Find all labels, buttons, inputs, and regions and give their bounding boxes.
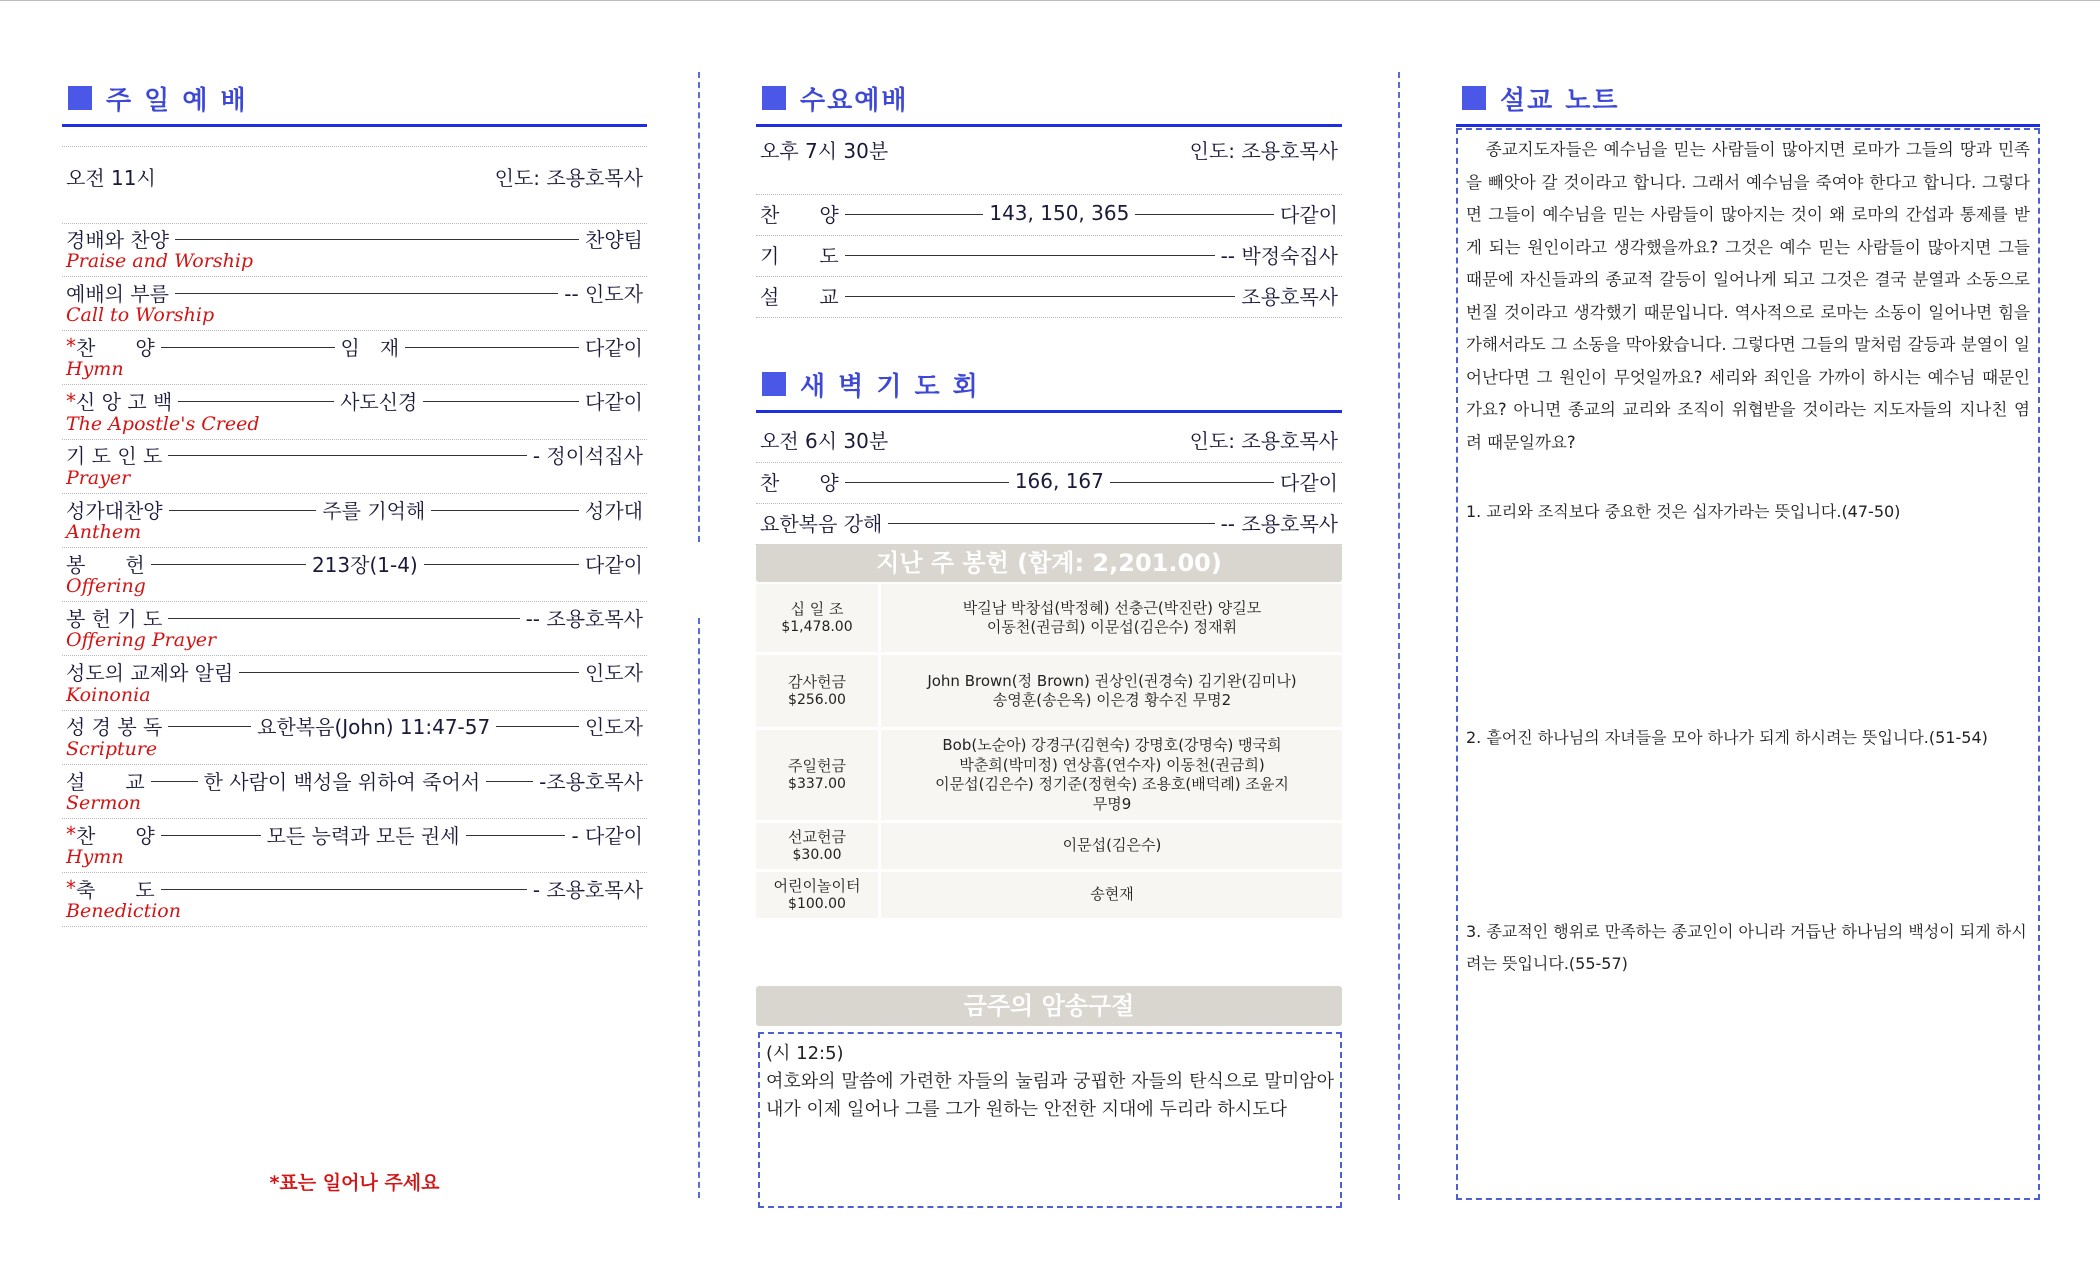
- column-divider-left-lower: [698, 618, 700, 1198]
- item-label: 축 도: [76, 877, 155, 902]
- offering-names-line: John Brown(정 Brown) 권상인(권경숙) 김기완(김미나): [927, 671, 1297, 690]
- item-leader: 인도자: [585, 715, 643, 740]
- offering-kind: 어린이놀이터: [773, 876, 861, 895]
- item-label: 찬 양: [76, 335, 155, 360]
- dawn-title: 새 벽 기 도 회: [800, 372, 980, 402]
- worship-order-row: [62, 818, 647, 873]
- memory-verse-title-band: 금주의 암송구절: [756, 986, 1342, 1026]
- offering-row: [756, 655, 1342, 727]
- worship-order-row: [62, 601, 647, 656]
- wednesday-time: 오후 7시 30분: [760, 138, 889, 163]
- square-bullet-icon: [762, 372, 786, 396]
- leader-line: [178, 401, 334, 402]
- sermon-intro-text: 종교지도자들은 예수님을 믿는 사람들이 많아지면 로마가 그들의 땅과 민족을 빼앗아 갈 것이라고 합니다. 그래서 예수님을 죽여야 한다고 합니다. 그렇다면 그들이 예수님을 믿는 사람들이 많아지는 것이 왜 로마의 간섭과 통제를 받게 되는 원인이라고 생각했을까요? 그것은 예수 믿는 사람들이 많아지면 그들 때문에 자신들과의 종교적 갈등이 일어나게 되고 그것은 결국 분열과 소동으로 번질 것이라고 생각했기 때문입니다. 역사적으로 로마는 소동이 일어나면 힘을 가해서라도 그 소동을 막아왔습니다. 그렇다면 그들의 말처럼 갈등과 분열이 일어난다면 그 원인이 무엇일까요? 세리와 죄인을 가까이 하시는 예수님 때문인가요? 아니면 종교의 교리와 조직이 위협받을 것이라는 지도자들의 지나친 염려 때문일까요?: [1466, 140, 2030, 452]
- worship-order-row: [62, 439, 647, 494]
- item-label: 경배와 찬양: [66, 227, 169, 252]
- item-label: 설 교: [66, 769, 145, 794]
- item-english-label: Prayer: [66, 466, 131, 489]
- stand-marker: *: [66, 334, 76, 359]
- leader-line: [175, 293, 558, 294]
- item-content: 사도신경: [340, 390, 418, 415]
- stand-marker: *: [66, 822, 76, 847]
- item-leader: 다같이: [585, 335, 643, 360]
- offering-amount: $100.00: [788, 895, 846, 912]
- wednesday-leader: 인도: 조용호목사: [1189, 138, 1338, 163]
- sermon-point-2: 2. 흩어진 하나님의 자녀들을 모아 하나가 되게 하시려는 뜻입니다.(51-54): [1466, 728, 1988, 747]
- offering-row: [756, 584, 1342, 652]
- worship-order-row: [62, 710, 647, 765]
- item-english-label: Scripture: [66, 737, 158, 760]
- offering-names-cell: [882, 730, 1342, 820]
- offering-names-line: Bob(노순아) 강경구(김현숙) 강명호(강명숙) 맹국희: [942, 736, 1282, 754]
- item-english-label: Praise and Worship: [66, 250, 254, 272]
- offering-names-line: 이동천(권금희) 이문섭(김은수) 정재휘: [986, 618, 1238, 636]
- dawn-order-table: [756, 420, 1342, 540]
- item-label: 찬 양: [760, 470, 839, 495]
- sermon-notes-title: 설교 노트: [1500, 86, 1620, 116]
- item-content: 모든 능력과 모든 권세: [266, 823, 460, 848]
- offering-names-line: 송현재: [1090, 885, 1134, 904]
- item-leader: -- 조용호목사: [525, 606, 643, 631]
- offering-amount: $337.00: [788, 775, 846, 792]
- stand-marker: *: [66, 388, 76, 413]
- leader-line: [239, 672, 579, 673]
- sermon-notes-header: [1456, 76, 2040, 127]
- worship-order-row: [62, 764, 647, 819]
- sunday-leader: 인도: 조용호목사: [494, 165, 643, 190]
- offering-table: [756, 584, 1342, 912]
- worship-order-row: [62, 222, 647, 277]
- offering-title-band: 지난 주 봉헌 (합계: 2,201.00): [756, 544, 1342, 582]
- item-leader: -- 조용호목사: [1220, 511, 1338, 536]
- leader-line: [845, 482, 1009, 483]
- offering-row: [756, 730, 1342, 820]
- offering-kind-cell: [756, 584, 881, 652]
- offering-amount: $256.00: [788, 691, 846, 708]
- offering-names-cell: [882, 655, 1342, 727]
- item-leader: 다같이: [1280, 470, 1339, 495]
- leader-line: [161, 347, 335, 348]
- leader-line: [161, 835, 261, 836]
- sunday-section-header: [62, 76, 647, 127]
- item-label: 봉 헌 기 도: [66, 606, 163, 631]
- item-label: 설 교: [760, 284, 839, 309]
- sunday-title: 주 일 예 배: [106, 86, 248, 116]
- item-content: 143, 150, 365: [989, 201, 1130, 225]
- item-content: 한 사람이 백성을 위하여 죽어서: [203, 769, 481, 794]
- offering-names-cell: [882, 823, 1342, 869]
- stand-up-note: *표는 일어나 주세요: [269, 1172, 440, 1194]
- offering-names-cell: [882, 584, 1342, 652]
- item-leader: -- 박정숙집사: [1220, 243, 1338, 268]
- sermon-point-3: 3. 종교적인 행위로 만족하는 종교인이 아니라 거듭난 하나님의 백성이 되게 하시려는 뜻입니다.(55-57): [1466, 922, 2027, 973]
- worship-order-row: [62, 276, 647, 331]
- worship-order-row: [62, 547, 647, 602]
- leader-line: [168, 726, 251, 727]
- item-label: 요한복음 강해: [760, 511, 883, 536]
- item-content: 213장(1-4): [311, 552, 418, 577]
- wednesday-order-row: [756, 235, 1342, 277]
- leader-line: [424, 564, 579, 565]
- item-label: 예배의 부름: [66, 281, 169, 306]
- item-english-label: Benediction: [66, 900, 181, 923]
- sermon-notes-box: [1456, 128, 2040, 1200]
- square-bullet-icon: [68, 86, 92, 110]
- dawn-order-row: [756, 462, 1342, 504]
- top-border: [0, 0, 2100, 1]
- leader-line: [888, 523, 1214, 524]
- worship-order-row: [62, 872, 647, 927]
- leader-line: [845, 214, 984, 215]
- item-label: 기 도: [760, 243, 839, 268]
- sunday-time-row: [62, 146, 647, 224]
- worship-order-row: [62, 656, 647, 711]
- item-english-label: Hymn: [66, 358, 124, 381]
- item-label: 성 경 봉 독: [66, 715, 163, 740]
- offering-kind-cell: [756, 655, 881, 727]
- leader-line: [168, 618, 519, 619]
- item-english-label: The Apostle's Creed: [66, 412, 260, 435]
- item-english-label: Call to Worship: [66, 304, 215, 327]
- offering-kind: 선교헌금: [788, 827, 846, 846]
- leader-line: [423, 401, 579, 402]
- leader-line: [168, 455, 526, 456]
- leader-line: [161, 889, 527, 890]
- item-leader: - 정이석집사: [532, 444, 643, 469]
- item-label: 성도의 교제와 알림: [66, 661, 234, 686]
- wednesday-order-row: [756, 276, 1342, 318]
- dawn-time-row: [756, 420, 1342, 463]
- item-english-label: Offering Prayer: [66, 629, 217, 652]
- item-content: 주를 기억해: [322, 498, 426, 523]
- square-bullet-icon: [762, 86, 786, 110]
- column-divider-right: [1398, 72, 1400, 1200]
- leader-line: [1110, 482, 1274, 483]
- leader-line: [405, 347, 579, 348]
- item-leader: -조용호목사: [539, 769, 643, 794]
- leader-line: [845, 255, 1215, 256]
- leader-line: [151, 781, 198, 782]
- offering-kind-cell: [756, 730, 881, 820]
- sunday-time: 오전 11시: [66, 165, 156, 190]
- item-content: 요한복음(John) 11:47-57: [257, 715, 491, 740]
- item-english-label: Hymn: [66, 846, 124, 869]
- offering-names-line: 무명9: [1092, 794, 1132, 813]
- leader-line: [466, 835, 566, 836]
- item-leader: 다같이: [585, 390, 644, 415]
- item-label: 봉 헌: [66, 552, 145, 577]
- offering-names-line: 이문섭(김은수) 정기준(정현숙) 조용호(배덕례) 조윤지: [935, 775, 1289, 793]
- leader-line: [496, 726, 579, 727]
- sunday-order-table: [62, 146, 647, 1200]
- offering-kind: 주일헌금: [788, 756, 846, 775]
- item-label: 신 앙 고 백: [76, 390, 173, 415]
- dawn-time: 오전 6시 30분: [760, 428, 889, 453]
- item-content: 임 재: [340, 335, 400, 360]
- sermon-point-1: 1. 교리와 조직보다 중요한 것은 십자가라는 뜻입니다.(47-50): [1466, 502, 1901, 521]
- item-english-label: Sermon: [66, 792, 142, 814]
- item-label: 기 도 인 도: [66, 444, 163, 469]
- item-content: 166, 167: [1014, 469, 1104, 493]
- item-label: 찬 양: [760, 202, 839, 227]
- offering-kind-cell: [756, 823, 881, 869]
- square-bullet-icon: [1462, 86, 1486, 110]
- offering-amount: $1,478.00: [781, 618, 853, 635]
- wednesday-order-row: [756, 194, 1342, 236]
- offering-names-line: 이문섭(김은수): [1062, 836, 1162, 855]
- item-label: 성가대찬양: [66, 498, 163, 523]
- item-leader: - 다같이: [571, 823, 644, 848]
- leader-line: [151, 564, 306, 565]
- leader-line: [845, 296, 1236, 297]
- worship-order-row: [62, 330, 647, 385]
- item-leader: 인도자: [585, 661, 643, 686]
- item-leader: 성가대: [585, 498, 644, 523]
- dawn-leader: 인도: 조용호목사: [1189, 428, 1338, 453]
- item-leader: -- 인도자: [564, 281, 643, 306]
- worship-order-row: [62, 493, 647, 548]
- offering-amount: $30.00: [792, 846, 842, 863]
- item-english-label: Koinonia: [66, 683, 151, 706]
- stand-marker: *: [66, 876, 76, 901]
- memory-verse-text: 여호와의 말씀에 가련한 자들의 눌림과 궁핍한 자들의 탄식으로 말미암아 내가 이제 일어나 그를 그가 원하는 안전한 지대에 두리라 하시도다: [766, 1071, 1334, 1120]
- offering-kind: 십 일 조: [790, 599, 844, 618]
- item-english-label: Anthem: [66, 521, 142, 543]
- wednesday-title: 수요예배: [800, 86, 909, 116]
- memory-verse-box: [758, 1032, 1342, 1208]
- memory-verse-reference: (시 12:5): [766, 1043, 844, 1064]
- wednesday-time-row: [756, 128, 1342, 195]
- dawn-section-header: [756, 362, 1342, 413]
- leader-line: [486, 781, 533, 782]
- offering-names-cell: [882, 872, 1342, 918]
- offering-row: [756, 872, 1342, 918]
- offering-names-line: 송영훈(송은옥) 이은경 황수진 무명2: [992, 691, 1232, 709]
- offering-kind: 감사헌금: [788, 672, 846, 691]
- leader-line: [431, 510, 579, 511]
- item-english-label: Offering: [66, 575, 146, 598]
- leader-line: [175, 239, 579, 240]
- offering-names-line: 박길남 박창섭(박정혜) 선충근(박진란) 양길모: [962, 598, 1262, 617]
- wednesday-section-header: [756, 76, 1342, 127]
- worship-order-row: [62, 385, 647, 440]
- offering-kind-cell: [756, 872, 881, 918]
- item-leader: 다같이: [585, 552, 643, 577]
- dawn-order-row: [756, 503, 1342, 545]
- wednesday-order-table: [756, 128, 1342, 318]
- item-leader: 찬양팀: [585, 227, 643, 252]
- item-leader: - 조용호목사: [532, 877, 643, 902]
- leader-line: [1135, 214, 1274, 215]
- offering-names-line: 박춘희(박미정) 연상흠(연수자) 이동천(권금희): [959, 755, 1265, 774]
- offering-row: [756, 823, 1342, 869]
- column-divider-left: [698, 72, 700, 542]
- leader-line: [169, 510, 317, 511]
- item-leader: 다같이: [1280, 202, 1338, 227]
- item-leader: 조용호목사: [1241, 284, 1338, 309]
- item-label: 찬 양: [76, 823, 155, 848]
